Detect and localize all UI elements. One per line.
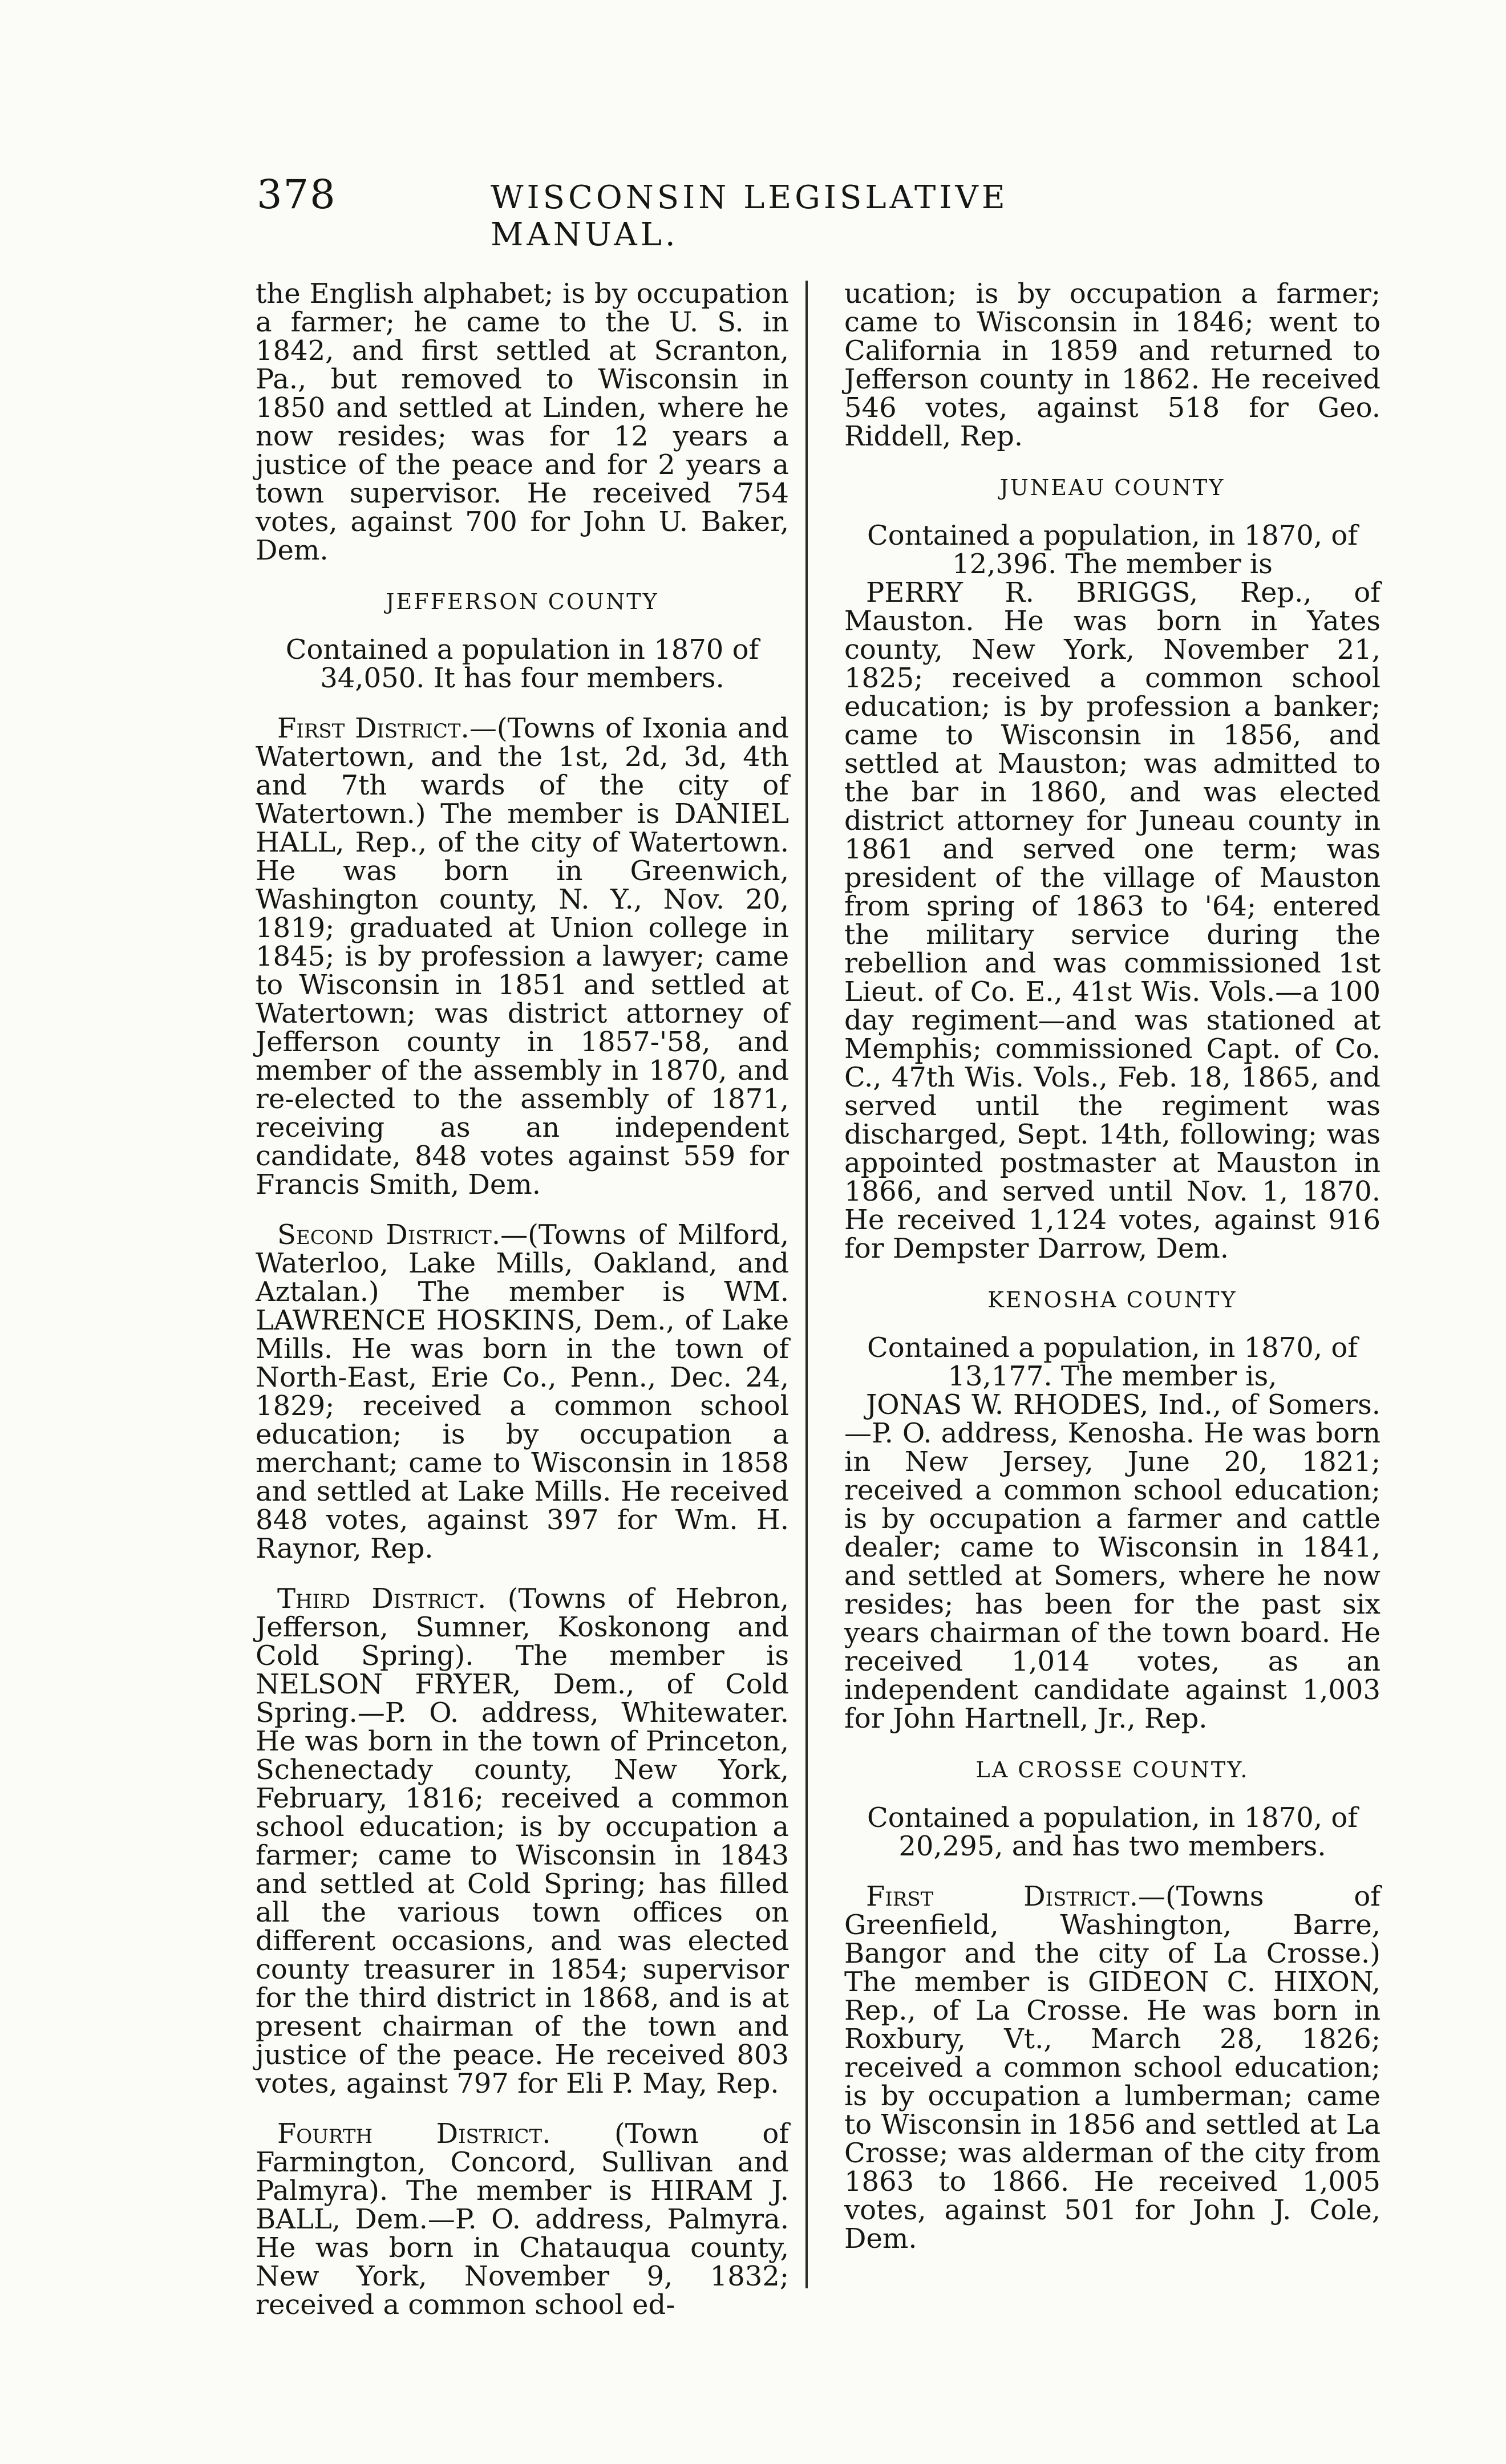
continued-paragraph: the English alphabet; is by occupation a farmer; he came to the U. S. in 1842, and first settled at Scranton, Pa., but removed to Wisconsin in 1850 and settled at Linden, where he now resides; was for 12 years a justice of the peace and for 2 years a town supervisor. He received 754 votes, against 700 for John U. Baker, Dem. [256, 278, 789, 566]
left-column [256, 279, 789, 2319]
district-text: —(Towns of Greenfield, Washington, Barre, Bangor and the city of La Crosse.) The member is GIDEON C. HIXON, Rep., of La Crosse. He was born in Roxbury, Vt., March 28, 1826; received a common school education; is by occupation a lumberman; came to Wisconsin in 1856 and settled at La Crosse; was alderman of the city from 1863 to 1866. He received 1,005 votes, against 501 for John J. Cole, Dem. [844, 1881, 1380, 2255]
district-text: (Towns of Hebron, Jefferson, Sumner, Koskonong and Cold Spring). The member is NELSON FRYER, Dem., of Cold Spring.—P. O. address, Whitewater. He was born in the town of Princeton, Schenectady county, New York, February, 1816; received a common school education; is by occupation a farmer; came to Wisconsin in 1843 and settled at Cold Spring; has filled all the various town offices on different occasions, and was elected county treasurer in 1854; supervisor for the third district in 1868, and is at present chairman of the town and justice of the peace. He received 803 votes, against 797 for Eli P. May, Rep. [256, 1583, 789, 2100]
column-divider [805, 281, 808, 2288]
juneau-population: Contained a population, in 1870, of 12,396. The member is [867, 520, 1358, 580]
district-label: First District. [277, 712, 469, 744]
kenosha-population: Contained a population, in 1870, of 13,177. The member is, [867, 1332, 1358, 1392]
la-crosse-county-heading: LA CROSSE COUNTY. [975, 1757, 1249, 1782]
jefferson-population: Contained a population in 1870 of 34,050. It has four members. [285, 634, 759, 694]
kenosha-member-bio: JONAS W. RHODES, Ind., of Somers.—P. O. address, Kenosha. He was born in New Jersey, June 20, 1821; received a common school education; is by occupation a farmer and cattle dealer; came to Wisconsin in 1841, and settled at Somers, where he now resides; has been for the past six years chairman of the town board. He received 1,014 votes, as an independent candidate against 1,003 for John Hartnell, Jr., Rep. [844, 1389, 1380, 1734]
jefferson-county-heading: JEFFERSON COUNTY [386, 589, 659, 614]
la-crosse-first-district [844, 1882, 1380, 2253]
district-text: (Town of Farmington, Concord, Sullivan and Palmyra). The member is HIRAM J. BALL, Dem.—P. O. address, Palmyra. He was born in Chatauqua county, New York, November 9, 1832; received a common school ed- [256, 2118, 789, 2321]
la-crosse-population: Contained a population, in 1870, of 20,295, and has two members. [867, 1802, 1358, 1862]
district-label: Second District. [277, 1219, 501, 1251]
juneau-county-heading: JUNEAU COUNTY [999, 475, 1225, 500]
jefferson-first-district [256, 714, 789, 1199]
page-number: 378 [257, 171, 337, 218]
district-text: —(Towns of Milford, Waterloo, Lake Mills, Oakland, and Aztalan.) The member is WM. LAWRENCE HOSKINS, Dem., of Lake Mills. He was born in the town of North-East, Erie Co., Penn., Dec. 24, 1829; received a common school education; is by occupation a merchant; came to Wisconsin in 1858 and settled at Lake Mills. He received 848 votes, against 397 for Wm. H. Raynor, Rep. [256, 1219, 789, 1565]
district-label: First District. [866, 1881, 1138, 1912]
jefferson-fourth-district [256, 2119, 789, 2319]
continued-paragraph: ucation; is by occupation a farmer; came to Wisconsin in 1846; went to California in 1859 and returned to Jefferson county in 1862. He received 546 votes, against 518 for Geo. Riddell, Rep. [844, 278, 1380, 452]
juneau-member-bio: PERRY R. BRIGGS, Rep., of Mauston. He was born in Yates county, New York, November 21, 1825; received a common school education; is by profession a banker; came to Wisconsin in 1856, and settled at Mauston; was admitted to the bar in 1860, and was elected district attorney for Juneau county in 1861 and served one term; was president of the village of Mauston from spring of 1863 to '64; entered the military service during the rebellion and was commissioned 1st Lieut. of Co. E., 41st Wis. Vols.—a 100 day regiment—and was stationed at Memphis; commissioned Capt. of Co. C., 47th Wis. Vols., Feb. 18, 1865, and served until the regiment was discharged, Sept. 14th, following; was appointed postmaster at Mauston in 1866, and served until Nov. 1, 1870. He received 1,124 votes, against 916 for Dempster Darrow, Dem. [844, 577, 1380, 1265]
district-label: Third District. [277, 1583, 487, 1615]
district-label: Fourth District. [277, 2118, 551, 2150]
page-header [257, 171, 1164, 251]
kenosha-county-heading: KENOSHA COUNTY [987, 1287, 1237, 1312]
running-head: WISCONSIN LEGISLATIVE MANUAL. [491, 179, 1009, 253]
jefferson-second-district [256, 1221, 789, 1563]
jefferson-third-district [256, 1584, 789, 2098]
district-text: —(Towns of Ixonia and Watertown, and the 1st, 2d, 3d, 4th and 7th wards of the city of Watertown.) The member is DANIEL HALL, Rep., of the city of Watertown. He was born in Greenwich, Washington county, N. Y., Nov. 20, 1819; graduated at Union college in 1845; is by profession a lawyer; came to Wisconsin in 1851 and settled at Watertown; was district attorney of Jefferson county in 1857-'58, and member of the assembly in 1870, and re-elected to the assembly of 1871, receiving as an independent candidate, 848 votes against 559 for Francis Smith, Dem. [256, 712, 789, 1201]
right-column [844, 279, 1380, 2253]
